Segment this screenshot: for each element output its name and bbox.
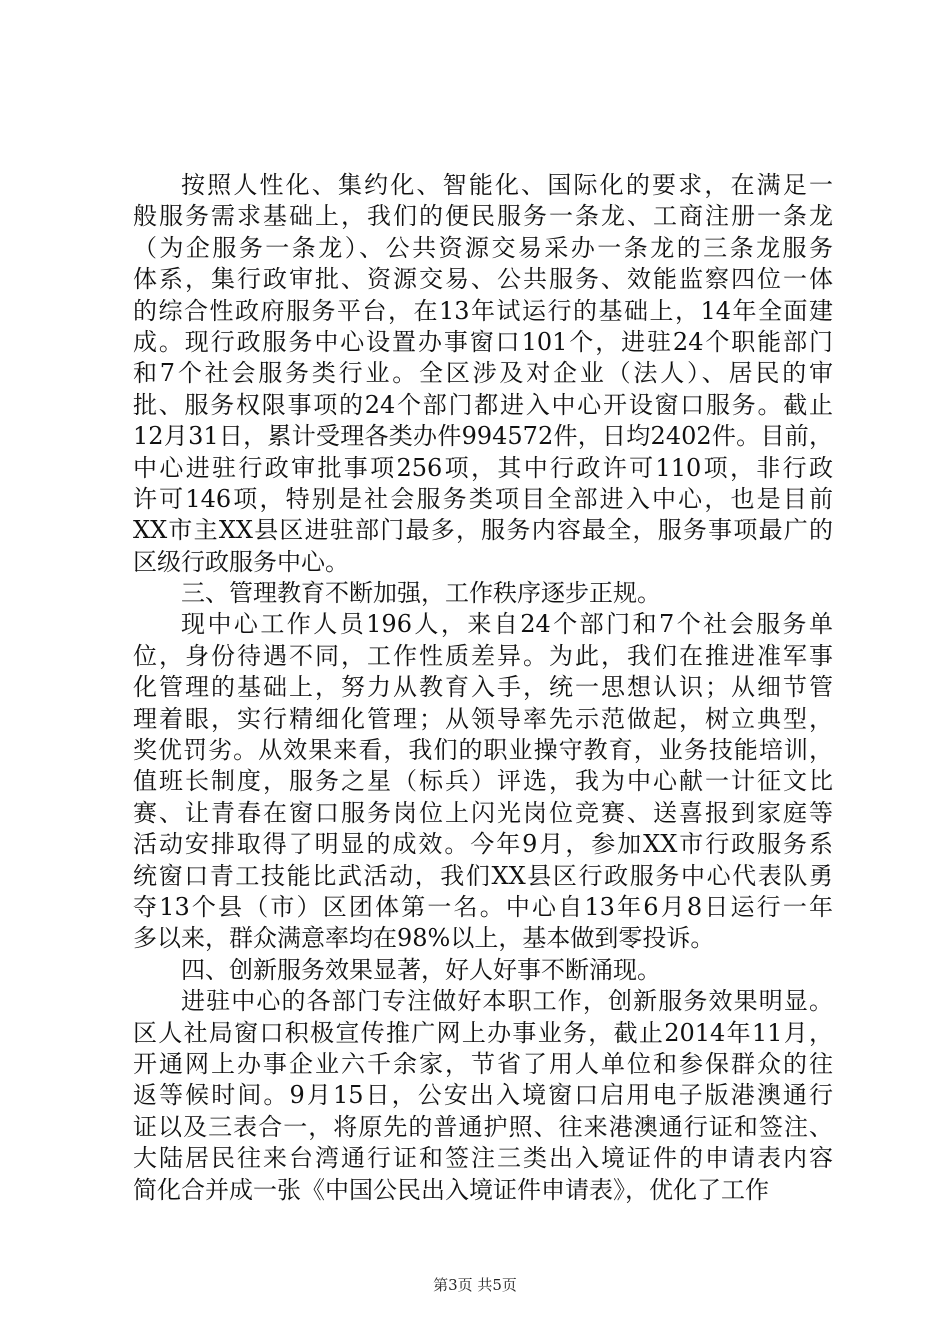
text-line: 区人社局窗口积极宣传推广网上办事业务，截止2014年11月， xyxy=(133,1018,833,1047)
text-line: 般服务需求基础上，我们的便民服务一条龙、工商注册一条龙 xyxy=(133,202,833,231)
text-line: 批、服务权限事项的24个部门都进入中心开设窗口服务。截止 xyxy=(133,390,833,419)
text-line: 证以及三表合一，将原先的普通护照、往来港澳通行证和签注、 xyxy=(133,1112,833,1141)
text-line: 成。现行政服务中心设置办事窗口101个，进驻24个职能部门 xyxy=(133,327,833,356)
text-line: 赛、让青春在窗口服务岗位上闪光岗位竞赛、送喜报到家庭等 xyxy=(133,798,833,827)
text-line: 多以来，群众满意率均在98%以上，基本做到零投诉。 xyxy=(133,924,715,953)
text-line: 体系，集行政审批、资源交易、公共服务、效能监察四位一体 xyxy=(133,265,833,294)
text-line: 活动安排取得了明显的成效。今年9月，参加XX市行政服务系 xyxy=(133,830,833,859)
text-line: 大陆居民往来台湾通行证和签注三类出入境证件的申请表内容 xyxy=(133,1144,833,1173)
paragraph xyxy=(133,609,833,954)
text-line: 统窗口青工技能比武活动，我们XX县区行政服务中心代表队勇 xyxy=(133,861,833,890)
document-body xyxy=(133,170,833,1206)
paragraph xyxy=(133,986,833,1206)
page-footer: 第3页 共5页 xyxy=(433,1276,517,1294)
text-line: 夺13个县（市）区团体第一名。中心自13年6月8日运行一年 xyxy=(133,892,833,921)
text-line: 值班长制度，服务之星（标兵）评选，我为中心献一计征文比 xyxy=(133,767,833,796)
text-line: 按照人性化、集约化、智能化、国际化的要求，在满足一 xyxy=(181,171,833,199)
text-line: 奖优罚劣。从效果来看，我们的职业操守教育，业务技能培训， xyxy=(133,736,833,765)
text-line: 开通网上办事企业六千余家，节省了用人单位和参保群众的往 xyxy=(133,1049,833,1078)
paragraph xyxy=(133,578,833,609)
text-line: 现中心工作人员196人，来自24个部门和7个社会服务单 xyxy=(181,610,833,639)
text-line: 12月31日，累计受理各类办件994572件，日均2402件。目前， xyxy=(133,422,833,451)
paragraph xyxy=(133,955,833,986)
text-line: 区级行政服务中心。 xyxy=(133,547,349,576)
text-line: 返等候时间。9月15日，公安出入境窗口启用电子版港澳通行 xyxy=(133,1081,833,1110)
text-line: 进驻中心的各部门专注做好本职工作，创新服务效果明显。 xyxy=(181,987,833,1016)
text-line: 许可146项，特别是社会服务类项目全部进入中心，也是目前 xyxy=(133,484,833,513)
text-line: 简化合并成一张《中国公民出入境证件申请表》，优化了工作 xyxy=(133,1175,769,1204)
text-line: （为企服务一条龙）、公共资源交易采办一条龙的三条龙服务 xyxy=(133,233,833,262)
text-line: 位，身份待遇不同，工作性质差异。为此，我们在推进准军事 xyxy=(133,641,833,670)
text-line: 中心进驻行政审批事项256项，其中行政许可110项，非行政 xyxy=(133,453,833,482)
text-line: 三、管理教育不断加强，工作秩序逐步正规。 xyxy=(181,579,661,608)
text-line: 化管理的基础上，努力从教育入手，统一思想认识；从细节管 xyxy=(133,673,833,702)
text-line: 理着眼，实行精细化管理；从领导率先示范做起，树立典型， xyxy=(133,704,833,733)
text-line: 四、创新服务效果显著，好人好事不断涌现。 xyxy=(181,955,661,984)
text-line: 的综合性政府服务平台，在13年试运行的基础上，14年全面建 xyxy=(133,296,833,325)
text-line: 和7个社会服务类行业。全区涉及对企业（法人）、居民的审 xyxy=(133,359,833,388)
text-line: XX市主XX县区进驻部门最多，服务内容最全，服务事项最广的 xyxy=(133,516,833,545)
paragraph xyxy=(133,170,833,578)
